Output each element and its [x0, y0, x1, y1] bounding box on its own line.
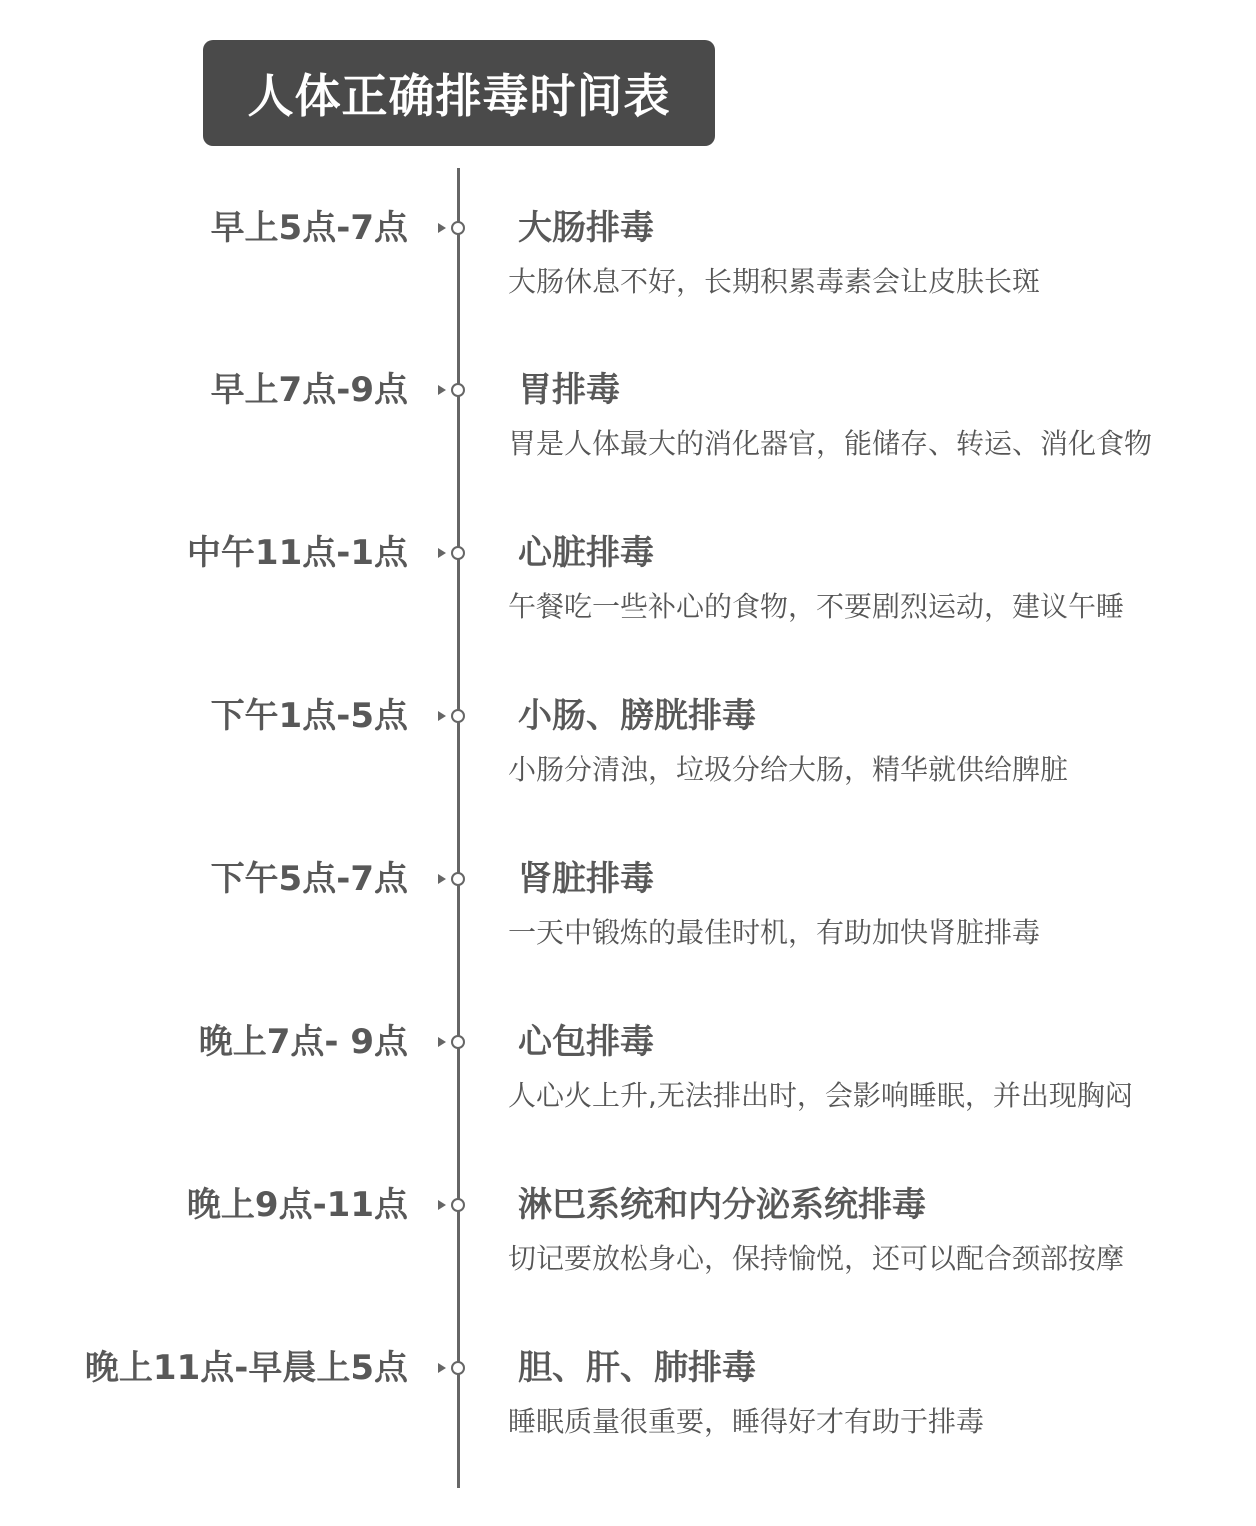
event-title: 心包排毒	[518, 1022, 654, 1062]
timeline-entry	[0, 1014, 1256, 1164]
timeline-entry	[0, 1340, 1256, 1490]
timeline-node-icon	[451, 709, 465, 723]
timeline-node-icon	[451, 221, 465, 235]
arrow-right-icon	[438, 1363, 446, 1373]
arrow-right-icon	[438, 548, 446, 558]
event-title: 肾脏排毒	[518, 859, 654, 899]
page-title: 人体正确排毒时间表	[247, 69, 671, 123]
event-title: 胃排毒	[518, 370, 620, 410]
event-description: 睡眠质量很重要，睡得好才有助于排毒	[508, 1405, 985, 1438]
time-label: 中午11点-1点	[186, 533, 408, 573]
event-description: 切记要放松身心，保持愉悦，还可以配合颈部按摩	[508, 1242, 1125, 1275]
event-description: 小肠分清浊，垃圾分给大肠，精华就供给脾脏	[508, 753, 1069, 786]
timeline-node-icon	[451, 546, 465, 560]
event-title: 淋巴系统和内分泌系统排毒	[518, 1185, 926, 1225]
timeline-node-icon	[451, 383, 465, 397]
timeline-entry	[0, 362, 1256, 512]
timeline-node-icon	[451, 1035, 465, 1049]
timeline-node-icon	[451, 1198, 465, 1212]
timeline-entry	[0, 525, 1256, 675]
arrow-right-icon	[438, 385, 446, 395]
timeline-entry	[0, 688, 1256, 838]
event-title: 胆、肝、肺排毒	[518, 1348, 756, 1388]
event-description: 一天中锻炼的最佳时机，有助加快肾脏排毒	[508, 916, 1041, 949]
timeline-entry	[0, 200, 1256, 350]
timeline-node-icon	[451, 872, 465, 886]
timeline-node-icon	[451, 1361, 465, 1375]
event-description: 午餐吃一些补心的食物，不要剧烈运动，建议午睡	[508, 590, 1125, 623]
time-label: 晚上7点- 9点	[198, 1022, 408, 1062]
event-title: 小肠、膀胱排毒	[518, 696, 756, 736]
event-description: 人心火上升,无法排出时，会影响睡眠，并出现胸闷	[508, 1079, 1133, 1112]
event-description: 胃是人体最大的消化器官，能储存、转运、消化食物	[508, 427, 1153, 460]
timeline-entry	[0, 851, 1256, 1001]
time-label: 晚上11点-早晨上5点	[84, 1348, 408, 1388]
time-label: 下午1点-5点	[210, 696, 408, 736]
time-label: 早上7点-9点	[210, 370, 408, 410]
arrow-right-icon	[438, 1200, 446, 1210]
arrow-right-icon	[438, 874, 446, 884]
timeline-entry	[0, 1177, 1256, 1327]
event-title: 心脏排毒	[518, 533, 654, 573]
time-label: 早上5点-7点	[210, 208, 408, 248]
arrow-right-icon	[438, 223, 446, 233]
time-label: 下午5点-7点	[210, 859, 408, 899]
arrow-right-icon	[438, 711, 446, 721]
event-title: 大肠排毒	[518, 208, 654, 248]
event-description: 大肠休息不好，长期积累毒素会让皮肤长斑	[508, 265, 1041, 298]
title-banner	[203, 40, 715, 146]
arrow-right-icon	[438, 1037, 446, 1047]
time-label: 晚上9点-11点	[186, 1185, 408, 1225]
